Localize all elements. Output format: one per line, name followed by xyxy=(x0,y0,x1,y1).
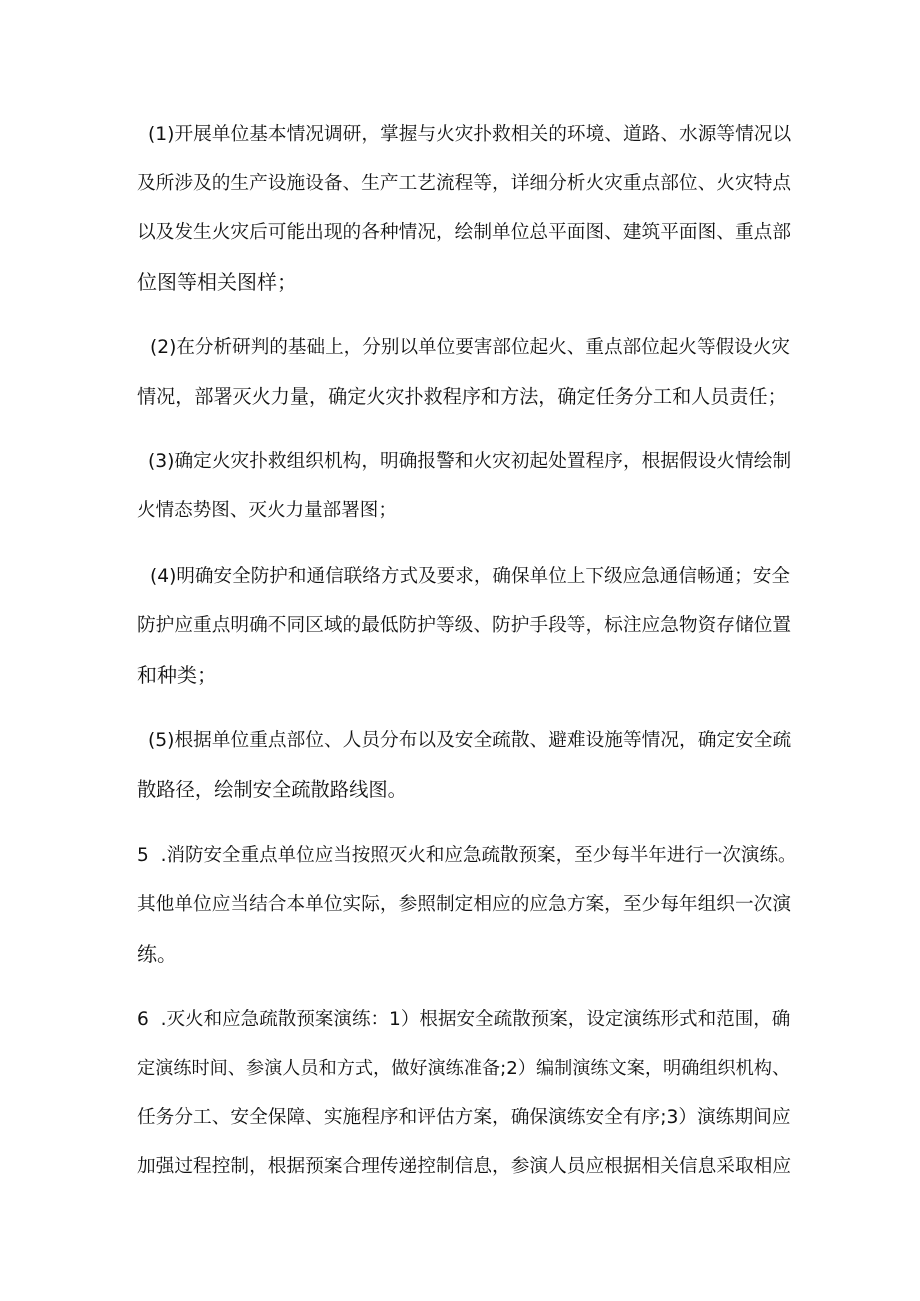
text-line: 以及发生火灾后可能出现的各种情况，绘制单位总平面图、建筑平面图、重点部 xyxy=(137,222,792,243)
text-line: 定演练时间、参演人员和方式，做好演练准备;2）编制演练文案，明确组织机构、 xyxy=(137,1058,791,1079)
text-line: 加强过程控制，根据预案合理传递控制信息，参演人员应根据相关信息采取相应 xyxy=(137,1156,792,1177)
text-line: 及所涉及的生产设施设备、生产工艺流程等，详细分析火灾重点部位、火灾特点 xyxy=(137,173,792,194)
text-line: 任务分工、安全保障、实施程序和评估方案，确保演练安全有序;3）演练期间应 xyxy=(137,1107,791,1128)
text-line: 散路径，绘制安全疏散路线图。 xyxy=(137,778,407,801)
text-line: 位图等相关图样； xyxy=(137,270,297,294)
text-line: (3)确定火灾扑救组织机构，明确报警和火灾初起处置程序，根据假设火情绘制 xyxy=(148,451,792,472)
text-line: 其他单位应当结合本单位实际，参照制定相应的应急方案，至少每年组织一次演 xyxy=(137,894,792,915)
text-line: 情况，部署灭火力量，确定火灾扑救程序和方法，确定任务分工和人员责任； xyxy=(137,385,787,408)
text-line: 防护应重点明确不同区域的最低防护等级、防护手段等，标注应急物资存储位置 xyxy=(137,615,792,636)
text-line: (2)在分析研判的基础上，分别以单位要害部位起火、重点部位起火等假设火灾 xyxy=(150,337,790,358)
text-line: 6 .灭火和应急疏散预案演练：1）根据安全疏散预案，设定演练形式和范围，确 xyxy=(137,1009,791,1030)
text-line: 练。 xyxy=(137,942,177,966)
text-line: 火情态势图、灭火力量部署图； xyxy=(137,500,397,521)
text-line: 5 .消防安全重点单位应当按照灭火和应急疏散预案，至少每半年进行一次演练。 xyxy=(137,845,797,866)
text-line: (4)明确安全防护和通信联络方式及要求，确保单位上下级应急通信畅通；安全 xyxy=(150,566,790,587)
text-line: (1)开展单位基本情况调研，掌握与火灾扑救相关的环境、道路、水源等情况以 xyxy=(148,124,792,145)
text-line: (5)根据单位重点部位、人员分布以及安全疏散、避难设施等情况，确定安全疏 xyxy=(148,730,792,751)
text-line: 和种类； xyxy=(137,663,217,687)
